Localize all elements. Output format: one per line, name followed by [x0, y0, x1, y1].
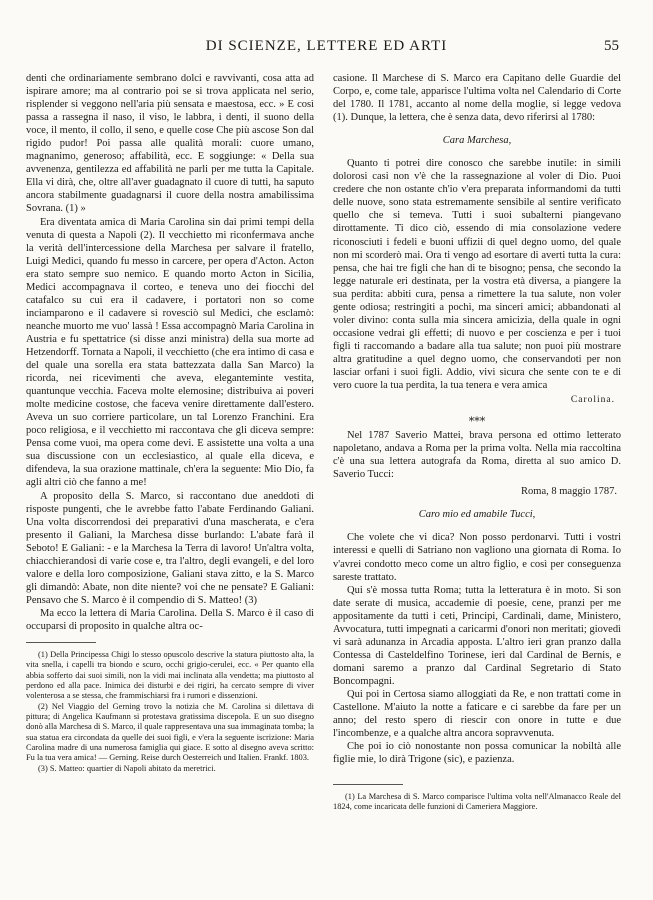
paragraph: A proposito della S. Marco, si raccontano due aneddoti di risposte pungenti, che le avrebbe fatto l'abate Ferdinando Galiani. Una volta discorrendosi dei preparativi d'una mascherata, e c'era presento il Galiani, la Marchesa disse burlando: L'abate farà il Seboto! E Galiani: - e la Marchesa la Terra di lavoro! Un'altra volta, chiacchierandosi di varie cose e, tra l'altro, degli evangeli, e del loro valore e della loro composizione, Galiani stava zitto, e la S. Marco gli dimandò: Abate, non dite niente? voi che ne pensate? E Galiani: Pensavo che S. Marco è il compendio di S. Matteo! (3)	[26, 490, 314, 606]
paragraph: Nel 1787 Saverio Mattei, brava persona ed ottimo letterato napoletano, andava a Roma per la prima volta. Nella mia raccoltina c'è una sua lettera autografa da Roma, diretta al suo amico D. Saverio Tucci:	[333, 430, 621, 481]
footnote: (3) S. Matteo: quartier di Napoli abitato da meretrici.	[38, 763, 216, 773]
left-footnotes	[26, 650, 314, 774]
paragraph: Era diventata amica di Maria Carolina sin dai primi tempi della venuta di questa a Napoli (2). Il vecchietto mi riconfermava anche la verità dell'intercessione della Marchesa per salvare il fratello, Luigi Medici, quando fu messo in carcere, per opera d'Acton. Acton era stato sempre suo nemico. E quando morto Acton in Sicilia, Medici accompagnava il corteo, e teneva uno dei fiocchi del catafalco su cui era il cadavere, i portatori non so come inciamparono e il cadavere si rovesciò sul Medici, che esclamò: neanche muorto me vuo' lassà ! Essa accompagnò Maria Carolina in Austria e fu spettatrice (si disse anzi ministra) della sua morte ad Hetzendorff. Tornata a Napoli, il vecchietto (che era intimo di casa e del quale una sorella era stata battezzata dalla San Marco) la ricorda, nei ricevimenti che aveva, eleganteminte vestita, quantunque vecchia. Faceva molte elemosine; distribuiva ai poveri molte medicine costose, che faceva venire direttamente dall'estero. Aveva un suo corriere particolare, un tal Lorenzo Franchini. Era poco religiosa, e il vecchietto mi raccontava che gli diceva sempre: Pensa come vuoi, ma opera come devi. E assistette una volta a una sua discussione con un ecclesiastico, al quale ella diceva, e difendeva, la sua orazione mattinale, ch'era la seguente: Mio Dio, fa agli altri ciò che fanno a me!	[26, 216, 314, 489]
footnote-rule	[26, 642, 96, 643]
paragraph: denti che ordinariamente sembrano dolci e ravvivanti, cosa atta ad ispirare amore; ma al contrario poi se si trova applicata nel serio, risplender si veggono nell'aria più sensata e maestosa, ecc. » E così ⁠passa a rassegna il naso, il viso, le labbra, i denti, il suono della voce, il mento, il collo, il seno, e quelle cose Che più ascose Son dal rigido pudor! Poi passa alle qualità morali: cuore umano, magnanimo, generoso; affabilità, ecc. E soggiunge: « Della sua avvenenza, gentilezza ed affabilità ne parli per me tutta la Capitale. Ella vi dirà, che, oltre all'aver guadagnato il cuore di tutti, ha saputo ancora stabilmente guadagnarsi il cuore della nostra amabilissima Sovrana. (1) »	[26, 73, 314, 215]
running-title: DI SCIENZE, LETTERE ED ARTI	[205, 38, 448, 54]
paragraph: casione. Il Marchese di S. Marco era Capitano delle Guardie del Corpo, e, come tale, apparisce l'ultima volta nel Calendario di Corte del 1780. Il 1781, accanto al nome della moglie, si legge vedova (1). Dunque, la lettera, che è senza data, devo riferirsi al 1780:	[333, 73, 621, 124]
page-number: 55	[604, 38, 619, 54]
letter-body: Che poi io ciò nonostante non possa comunicar la nobiltà alle figlie mie, lo dirà Trigone (sic), e pazienza.	[333, 741, 621, 766]
letter-salutation: Caro mio ed amabile Tucci,	[418, 509, 536, 521]
right-column	[333, 72, 621, 766]
footnote: (1) La Marchesa di S. Marco comparisce l'ultima volta nell'Almanacco Reale del 1824, come incaricata delle funzioni di Cameriera Maggiore.	[333, 792, 621, 812]
letter-signature: Carolina.	[570, 395, 615, 406]
letter-body: Qui poi in Certosa siamo alloggiati da Re, e non trattati come in Castellone. M'aiuto la notte a faticare e ci sarebbe da fare per un anno; del resto spero di riescir con onore in tutte e due l'incombenze, e a qualche altra ancora sopravvenuta.	[333, 688, 621, 740]
letter-salutation: Cara Marchesa,	[442, 135, 512, 147]
paragraph: Ma ecco la lettera di Maria Carolina. Della S. Marco è il caso di occuparsi di proposito in qualche altra oc-	[26, 607, 314, 632]
letter-body: Quanto ti potrei dire conosco che sarebbe inutile: in simili dolorosi casi non v'è che la rassegnazione al voler di Dio. Puoi credere che non ostante ch'io v'era preparata informandomi da tutti delle nuove, sono stata estremamente sensibile al sentire verificato quello che si temeva. Tutti i suoi subalterni piangevano dirottamente. Ti dico ciò, essendo di mia consolazione vedere riconosciuti i fedeli e buoni uffizii di quel degno uomo, del quale non mi scorderò mai. Ora ti vengo ad esortare di averti tutta la cura: pensa, che hai tre figli che han di te bisogno; pensa, che secondo la legge naturale eri destinata, per la vostra età diversa, a piangere la sua perdita: abbiti cura, pensa a rimettere la tua salute, non voler gente odiosa; restringiti a pochi, ma sinceri amici; abbandonati al voler divino: conta sulla mia sincera amicizia, della quale in ogni occasione vedrai gli effetti; di nuovo e per coscienza e per i tuoi figli ti raccomando a badare alla tua salute; non puoi più mostrare altra gratitudine a quel degno uomo, che conservandoti per non lasciar orfani i suoi figli. Addio, vivi sicura che sente con te e di vero cuore la tua perdita, la tua tenera e vera amica	[333, 158, 621, 392]
left-column	[26, 72, 314, 633]
section-divider-stars: ⁎⁎⁎	[468, 412, 486, 425]
running-header	[26, 38, 627, 58]
footnote: (1) Della Principessa Chigi lo stesso opuscolo descrive la statura piuttosto alta, la vita snella, i capelli tra biondo e scuro, occhi grigio-cerulei, ecc. « Per quanto ella abbia sofferto dai suoi simili, non la vidi mai inclinata alla vendetta; ma piuttosto al perdono ed alla pace. Inimica dei disturbi e dei rigiri, ha cercato sempre di viver volenterosa a se stessa, che frammischiarsi fra i rumori e dissenzioni.	[26, 650, 314, 701]
footnote: (2) Nel Viaggio del Gerning trovo la notizia che M. Carolina si dilettava di pittura; di Angelica Kaufmann si protestava gratissima discepola. E un suo disegno donò alla Marchesa di S. Marco, il quale rappresentava una sua immaginata tomba; la sua statua era circondata da quelle dei suoi figli, e v'era la seguente iscrizione: Maria Carolina madre di una numerosa famiglia qui giace. E sotto al disegno aveva scritto: Fu la tua vera amica! — Gerning. Reise durch Oesterreich und Italien. Frankf. 1803.	[26, 701, 314, 763]
right-footnotes	[333, 792, 621, 813]
footnote-rule	[333, 784, 403, 785]
letter-body: Che volete che vi dica? Non posso perdonarvi. Tutti i vostri interessi e quelli di Satriano non vagliono una giornata di Roma. Io v'avrei condotto meco come un altro figlio, e così per conseguenza sareste trattato.	[333, 532, 621, 583]
letter-body: Qui s'è mossa tutta Roma; tutta la letteratura è in moto. Si son date serate di musica, accademie di poesie, cene, pranzi per me appositamente da tutti i ceti, Principi, Cardinali, dame, Ministero, Avvocatura, tutti impegnati a caricarmi d'onori non meritati; giovedì vi sarà adunanza in Arcadia apposta. L'altro ieri gran pranzo dalla Contessa di Casteldelfino Torinese, ieri dal Cardinal de Bernis, e domani saremo a pranzo dal Cardinal Segretario di Stato Boncompagni.	[333, 584, 621, 687]
letter-dateline: Roma, 8 maggio 1787.	[521, 486, 617, 498]
